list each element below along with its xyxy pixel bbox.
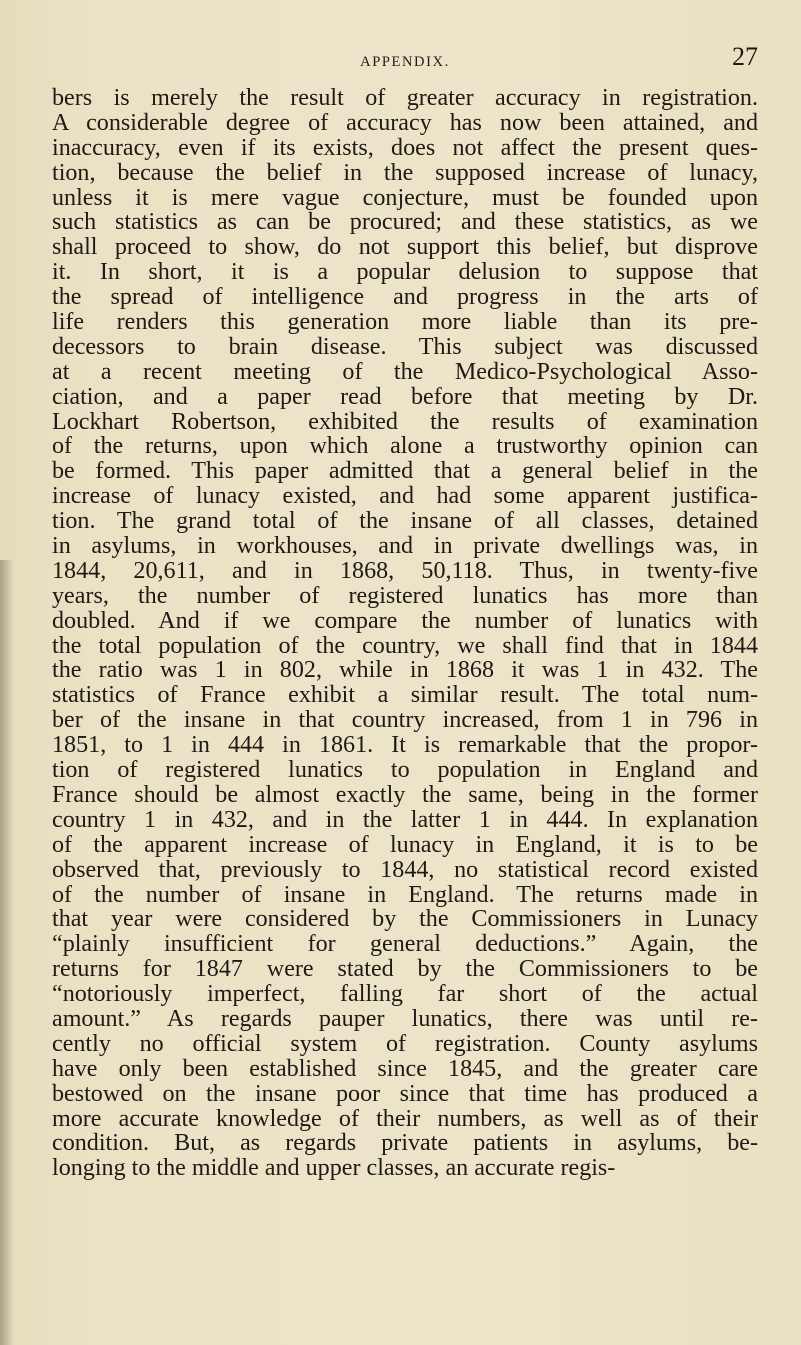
running-head <box>52 42 758 78</box>
text-line: amount.” As regards pauper lunatics, there was until re- <box>52 1005 758 1032</box>
text-line: ber of the insane in that country increased, from 1 in 796 in <box>52 707 758 734</box>
text-line: years, the number of registered lunatics has more than <box>52 582 758 609</box>
text-line: tion of registered lunatics to population in England and <box>52 757 758 784</box>
text-line: in asylums, in workhouses, and in private dwellings was, in <box>52 533 758 560</box>
text-line: have only been established since 1845, and the greater care <box>52 1055 758 1082</box>
text-line: tion, because the belief in the supposed increase of lunacy, <box>52 159 758 186</box>
text-line: longing to the middle and upper classes, an accurate regis- <box>52 1155 616 1182</box>
text-line: condition. But, as regards private patients in asylums, be- <box>52 1130 758 1157</box>
text-line: inaccuracy, even if its exists, does not affect the present ques- <box>52 134 758 161</box>
text-line: doubled. And if we compare the number of lunatics with <box>52 607 758 634</box>
text-line: be formed. This paper admitted that a general belief in the <box>52 458 758 485</box>
text-line: at a recent meeting of the Medico-Psychological Asso- <box>52 358 758 385</box>
text-line: the spread of intelligence and progress in the arts of <box>52 284 758 311</box>
text-line: France should be almost exactly the same, being in the former <box>52 781 758 808</box>
text-line: of the number of insane in England. The returns made in <box>52 881 758 908</box>
text-line: tion. The grand total of the insane of all classes, detained <box>52 508 758 535</box>
text-line: such statistics as can be procured; and these statistics, as we <box>52 209 758 236</box>
body-text <box>52 86 758 1181</box>
text-line: unless it is mere vague conjecture, must be founded upon <box>52 184 758 211</box>
text-line: A considerable degree of accuracy has now been attained, and <box>52 109 758 136</box>
text-line: 1851, to 1 in 444 in 1861. It is remarkable that the propor- <box>52 732 758 759</box>
text-line: more accurate knowledge of their numbers, as well as of their <box>52 1105 758 1132</box>
text-line: of the apparent increase of lunacy in England, it is to be <box>52 831 758 858</box>
text-line: the ratio was 1 in 802, while in 1868 it was 1 in 432. The <box>52 657 758 684</box>
text-line: the total population of the country, we shall find that in 1844 <box>52 632 758 659</box>
text-line: country 1 in 432, and in the latter 1 in 444. In explanation <box>52 806 758 833</box>
page-number: 27 <box>732 42 758 71</box>
gutter-shadow <box>0 560 14 1345</box>
text-line: increase of lunacy existed, and had some apparent justifica- <box>52 483 758 510</box>
text-line: life renders this generation more liable than its pre- <box>52 309 758 336</box>
text-line: statistics of France exhibit a similar result. The total num- <box>52 682 758 709</box>
text-line: cently no official system of registration. County asylums <box>52 1030 758 1057</box>
text-line: it. In short, it is a popular delusion to suppose that <box>52 259 758 286</box>
text-line: of the returns, upon which alone a trustworthy opinion can <box>52 433 758 460</box>
text-line: bers is merely the result of greater accuracy in registration. <box>52 85 758 111</box>
text-line: observed that, previously to 1844, no statistical record existed <box>52 856 758 883</box>
text-line: ciation, and a paper read before that meeting by Dr. <box>52 383 758 410</box>
text-line: decessors to brain disease. This subject was discussed <box>52 333 758 360</box>
text-line: Lockhart Robertson, exhibited the results of examination <box>52 408 758 435</box>
text-line: returns for 1847 were stated by the Commissioners to be <box>52 956 758 983</box>
text-line: shall proceed to show, do not support this belief, but disprove <box>52 234 758 261</box>
text-line: 1844, 20,611, and in 1868, 50,118. Thus, in twenty-five <box>52 557 758 584</box>
text-line: “plainly insufficient for general deductions.” Again, the <box>52 931 758 958</box>
text-line: bestowed on the insane poor since that time has produced a <box>52 1080 758 1107</box>
text-line: that year were considered by the Commissioners in Lunacy <box>52 906 758 933</box>
text-line: “notoriously imperfect, falling far short of the actual <box>52 981 758 1008</box>
section-title: APPENDIX. <box>360 54 450 70</box>
